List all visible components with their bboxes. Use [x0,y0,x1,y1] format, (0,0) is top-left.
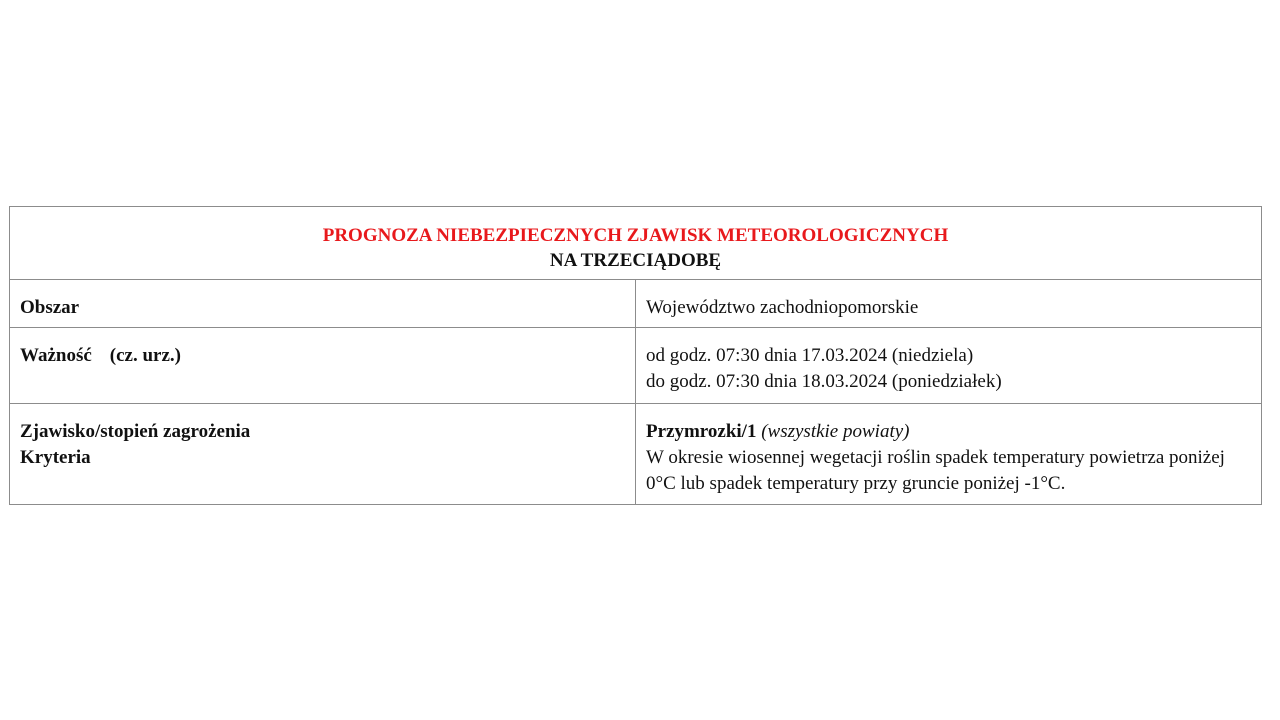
kryteria-label: Kryteria [20,447,91,468]
zjawisko-value-cell [636,404,1262,505]
document-subtitle: NA TRZECIĄDOBĘ [549,250,722,271]
phenomenon-scope: (wszystkie powiaty) [761,421,910,442]
phenomenon-line [646,419,1251,445]
document-title: PROGNOZA NIEBEZPIECZNYCH ZJAWISK METEOROLOGICZNYCH [322,225,949,246]
phenomenon-name: Przymrozki/1 [646,421,757,442]
table-row-waznosc [10,328,1262,404]
table-row-zjawisko [10,404,1262,505]
waznosc-label: Ważność [20,345,92,366]
waznosc-value-cell [636,328,1262,404]
title-cell [10,207,1262,280]
validity-to: do godz. 07:30 dnia 18.03.2024 (poniedziałek) [646,371,1002,392]
criteria-text: W okresie wiosennej wegetacji roślin spadek temperatury powietrza poniżej 0°C lub spadek temperatury przy gruncie poniżej -1°C. [646,447,1225,494]
waznosc-label-cell [10,328,636,404]
zjawisko-label: Zjawisko/stopień zagrożenia [20,421,251,442]
table-row-obszar [10,280,1262,328]
title-row [10,207,1262,280]
obszar-label: Obszar [10,280,636,328]
warning-table [9,206,1262,505]
zjawisko-label-cell [10,404,636,505]
obszar-value: Województwo zachodniopomorskie [636,280,1262,328]
waznosc-label-suffix: (cz. urz.) [109,345,181,366]
validity-from: od godz. 07:30 dnia 17.03.2024 (niedziela) [646,345,974,366]
